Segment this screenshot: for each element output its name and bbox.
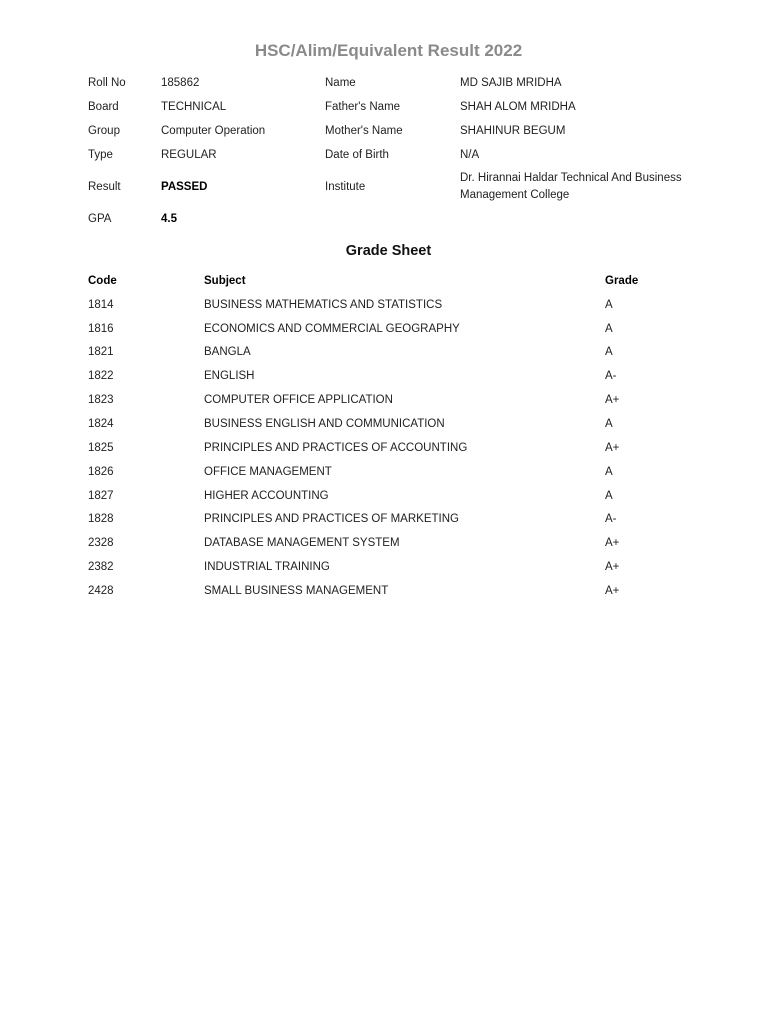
dob-label: Date of Birth: [325, 148, 389, 161]
table-row: [88, 293, 688, 317]
table-row: [88, 412, 688, 436]
subject-grade: A+: [605, 537, 620, 550]
subject-code: 1814: [88, 298, 114, 311]
subject-name: PRINCIPLES AND PRACTICES OF ACCOUNTING: [204, 441, 468, 454]
subject-grade: A: [605, 465, 613, 478]
dob-value: N/A: [460, 148, 480, 161]
info-row-type-dob: [88, 143, 698, 167]
roll-value: 185862: [161, 76, 200, 89]
subject-name: BUSINESS ENGLISH AND COMMUNICATION: [204, 417, 445, 430]
subject-name: HIGHER ACCOUNTING: [204, 489, 329, 502]
subject-grade: A: [605, 322, 613, 335]
table-row: [88, 555, 688, 579]
page-title: HSC/Alim/Equivalent Result 2022: [254, 41, 523, 60]
subject-code: 1816: [88, 322, 114, 335]
grade-header: Grade: [605, 274, 639, 287]
table-row: [88, 388, 688, 412]
father-value: SHAH ALOM MRIDHA: [460, 100, 576, 113]
subject-header: Subject: [204, 274, 246, 287]
table-row: [88, 317, 688, 341]
table-row: [88, 364, 688, 388]
table-row: [88, 436, 688, 460]
subject-grade: A: [605, 346, 613, 359]
subject-grade: A+: [605, 441, 620, 454]
subject-grade: A: [605, 417, 613, 430]
info-row-board-father: [88, 95, 698, 119]
subject-grade: A+: [605, 561, 620, 574]
gpa-label: GPA: [88, 212, 112, 225]
code-header: Code: [88, 274, 117, 287]
subject-code: 1827: [88, 489, 114, 502]
subject-name: ECONOMICS AND COMMERCIAL GEOGRAPHY: [204, 322, 460, 335]
grade-sheet-title: Grade Sheet: [345, 243, 432, 259]
subject-grade: A-: [605, 370, 617, 383]
table-row: [88, 579, 688, 603]
roll-label: Roll No: [88, 76, 126, 89]
table-row: [88, 484, 688, 508]
result-label: Result: [88, 180, 121, 193]
mother-label: Mother's Name: [325, 124, 403, 137]
father-label: Father's Name: [325, 100, 401, 113]
info-row-gpa: [88, 207, 698, 231]
board-value: TECHNICAL: [161, 100, 227, 113]
subject-name: OFFICE MANAGEMENT: [204, 465, 332, 478]
institute-value: Dr. Hirannai Haldar Technical And Business Management College: [460, 172, 682, 201]
name-label: Name: [325, 76, 356, 89]
board-label: Board: [88, 100, 119, 113]
subject-grade: A: [605, 489, 613, 502]
subject-code: 1823: [88, 394, 114, 407]
grade-header-row: [88, 269, 688, 293]
group-label: Group: [88, 124, 120, 137]
subject-code: 1828: [88, 513, 114, 526]
subject-code: 1826: [88, 465, 114, 478]
subject-grade: A-: [605, 513, 617, 526]
grade-sheet-table: [88, 269, 688, 603]
subject-name: INDUSTRIAL TRAINING: [204, 561, 330, 574]
subject-code: 1824: [88, 417, 114, 430]
subject-code: 1825: [88, 441, 114, 454]
result-value: PASSED: [161, 180, 208, 193]
type-label: Type: [88, 148, 113, 161]
subject-code: 1821: [88, 346, 114, 359]
gpa-value: 4.5: [161, 212, 177, 225]
group-value: Computer Operation: [161, 124, 266, 137]
table-row: [88, 460, 688, 484]
subject-name: DATABASE MANAGEMENT SYSTEM: [204, 537, 400, 550]
info-row-result-institute: [88, 167, 698, 207]
institute-label: Institute: [325, 180, 366, 193]
subject-grade: A: [605, 298, 613, 311]
subject-grade: A+: [605, 584, 620, 597]
subject-code: 2428: [88, 584, 114, 597]
student-info-table: [88, 71, 698, 231]
table-row: [88, 341, 688, 365]
subject-code: 2328: [88, 537, 114, 550]
subject-name: ENGLISH: [204, 370, 255, 383]
subject-name: SMALL BUSINESS MANAGEMENT: [204, 584, 389, 597]
subject-grade: A+: [605, 394, 620, 407]
info-row-roll-name: [88, 71, 698, 95]
subject-name: BANGLA: [204, 346, 251, 359]
subject-name: BUSINESS MATHEMATICS AND STATISTICS: [204, 298, 443, 311]
type-value: REGULAR: [161, 148, 217, 161]
subject-name: COMPUTER OFFICE APPLICATION: [204, 394, 393, 407]
name-value: MD SAJIB MRIDHA: [460, 76, 562, 89]
mother-value: SHAHINUR BEGUM: [460, 124, 566, 137]
table-row: [88, 531, 688, 555]
table-row: [88, 507, 688, 531]
subject-code: 1822: [88, 370, 114, 383]
subject-code: 2382: [88, 561, 114, 574]
info-row-group-mother: [88, 119, 698, 143]
subject-name: PRINCIPLES AND PRACTICES OF MARKETING: [204, 513, 459, 526]
